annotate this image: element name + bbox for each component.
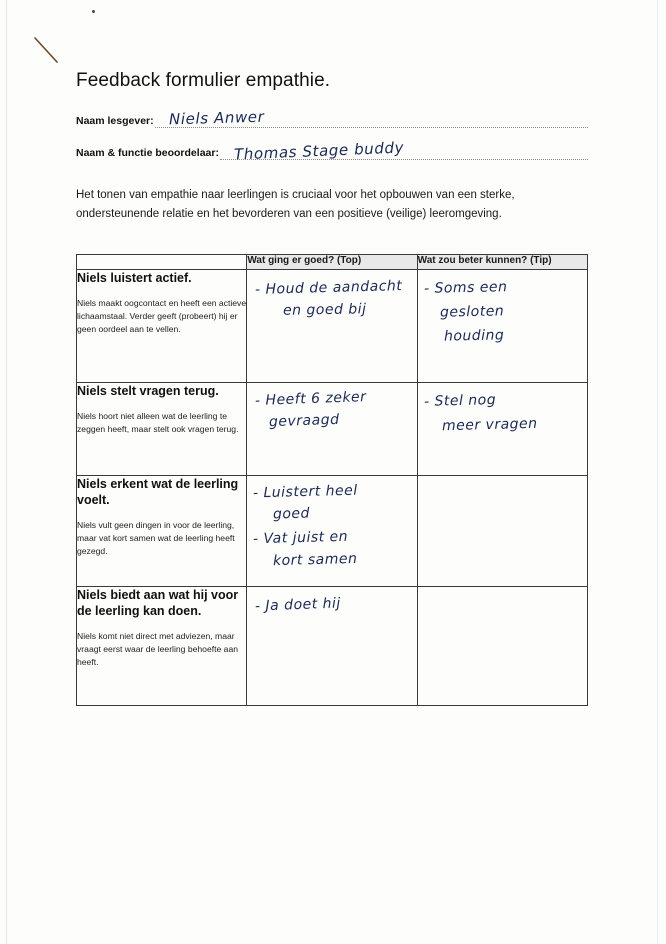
field-label-naam-lesgever: Naam lesgever:	[76, 115, 154, 127]
answer-cell-tip[interactable]	[417, 586, 587, 705]
handwritten-answer-line: houding	[443, 327, 505, 345]
handwritten-answer-line: - Ja doet hij	[255, 595, 342, 615]
answer-cell-top[interactable]	[247, 269, 417, 382]
handwritten-answer-line: - Luistert heel	[253, 482, 359, 502]
criterion-description: Niels maakt oogcontact en heeft een actieve lichaamstaal. Verder geeft (probeert) hij er geen oordeel aan te vellen.	[77, 298, 247, 334]
handwritten-answer-line: en goed bij	[283, 301, 367, 319]
handwritten-answer-line: kort samen	[273, 550, 358, 570]
handwritten-answer-line: - Heeft 6 zeker	[255, 388, 367, 409]
handwritten-answer-line: - Soms een	[423, 279, 508, 297]
pen-stroke-mark	[33, 36, 61, 64]
page-edge-left	[6, 0, 7, 944]
criterion-description: Niels hoort niet alleen wat de leerling te zeggen heeft, maar stelt ook vragen terug.	[77, 411, 239, 435]
answer-cell-tip[interactable]	[417, 382, 587, 475]
table-row	[77, 475, 588, 586]
criterion-title: Niels stelt vragen terug.	[77, 383, 219, 398]
criterion-title: Niels biedt aan wat hij voor de leerling kan doen.	[77, 587, 239, 619]
answer-cell-top[interactable]	[247, 382, 417, 475]
criterion-cell	[77, 269, 247, 382]
handwritten-answer-line: - Houd de aandacht	[255, 278, 403, 298]
handwritten-answer-line: meer vragen	[441, 415, 538, 435]
criterion-description: Niels vult geen dingen in voor de leerling, maar vat kort samen wat de leerling heeft gezegd.	[77, 520, 235, 557]
criterion-cell	[77, 586, 247, 705]
handwritten-answer-line: goed	[273, 505, 311, 523]
answer-cell-tip[interactable]	[417, 269, 587, 382]
handwritten-answer-line: gesloten	[439, 303, 505, 321]
criterion-description: Niels komt niet direct met adviezen, maar vraagt eerst waar de leerling behoefte aan heeft.	[77, 631, 238, 668]
handwritten-value-naam-lesgever: Niels Anwer	[168, 107, 265, 129]
table-header-top: Wat ging er goed? (Top)	[247, 254, 417, 269]
field-rule-beoordelaar[interactable]	[220, 138, 588, 164]
criterion-title: Niels luistert actief.	[77, 270, 192, 285]
table-header-criterion	[77, 254, 247, 269]
page-edge-right	[657, 0, 658, 944]
table-row	[77, 382, 588, 475]
criterion-cell	[77, 475, 247, 586]
feedback-table	[76, 254, 588, 706]
handwritten-value-beoordelaar: Thomas Stage buddy	[233, 138, 405, 164]
field-rule-naam-lesgever[interactable]	[155, 107, 588, 129]
handwritten-answer-line: gevraagd	[269, 411, 341, 431]
table-header-tip: Wat zou beter kunnen? (Tip)	[417, 254, 587, 269]
field-naam-lesgever	[76, 106, 588, 128]
intro-paragraph: Het tonen van empathie naar leerlingen is cruciaal voor het opbouwen van een sterke, ondersteunende relatie en het bevorderen van een positieve (veilige) leeromgeving.	[76, 189, 515, 220]
table-row	[77, 269, 588, 382]
page-title: Feedback formulier empathie.	[76, 70, 331, 91]
answer-cell-tip[interactable]	[417, 475, 587, 586]
answer-cell-top[interactable]	[247, 586, 417, 705]
field-label-beoordelaar: Naam & functie beoordelaar:	[76, 147, 219, 159]
criterion-title: Niels erkent wat de leerling voelt.	[77, 476, 239, 508]
handwritten-answer-line: - Vat juist en	[253, 528, 349, 548]
table-row	[77, 586, 588, 705]
table-header-row	[77, 254, 588, 269]
handwritten-answer-line: - Stel nog	[423, 391, 497, 410]
field-beoordelaar	[76, 138, 588, 164]
scan-speck	[92, 10, 95, 13]
answer-cell-top[interactable]	[247, 475, 417, 586]
document-content	[76, 70, 588, 706]
criterion-cell	[77, 382, 247, 475]
